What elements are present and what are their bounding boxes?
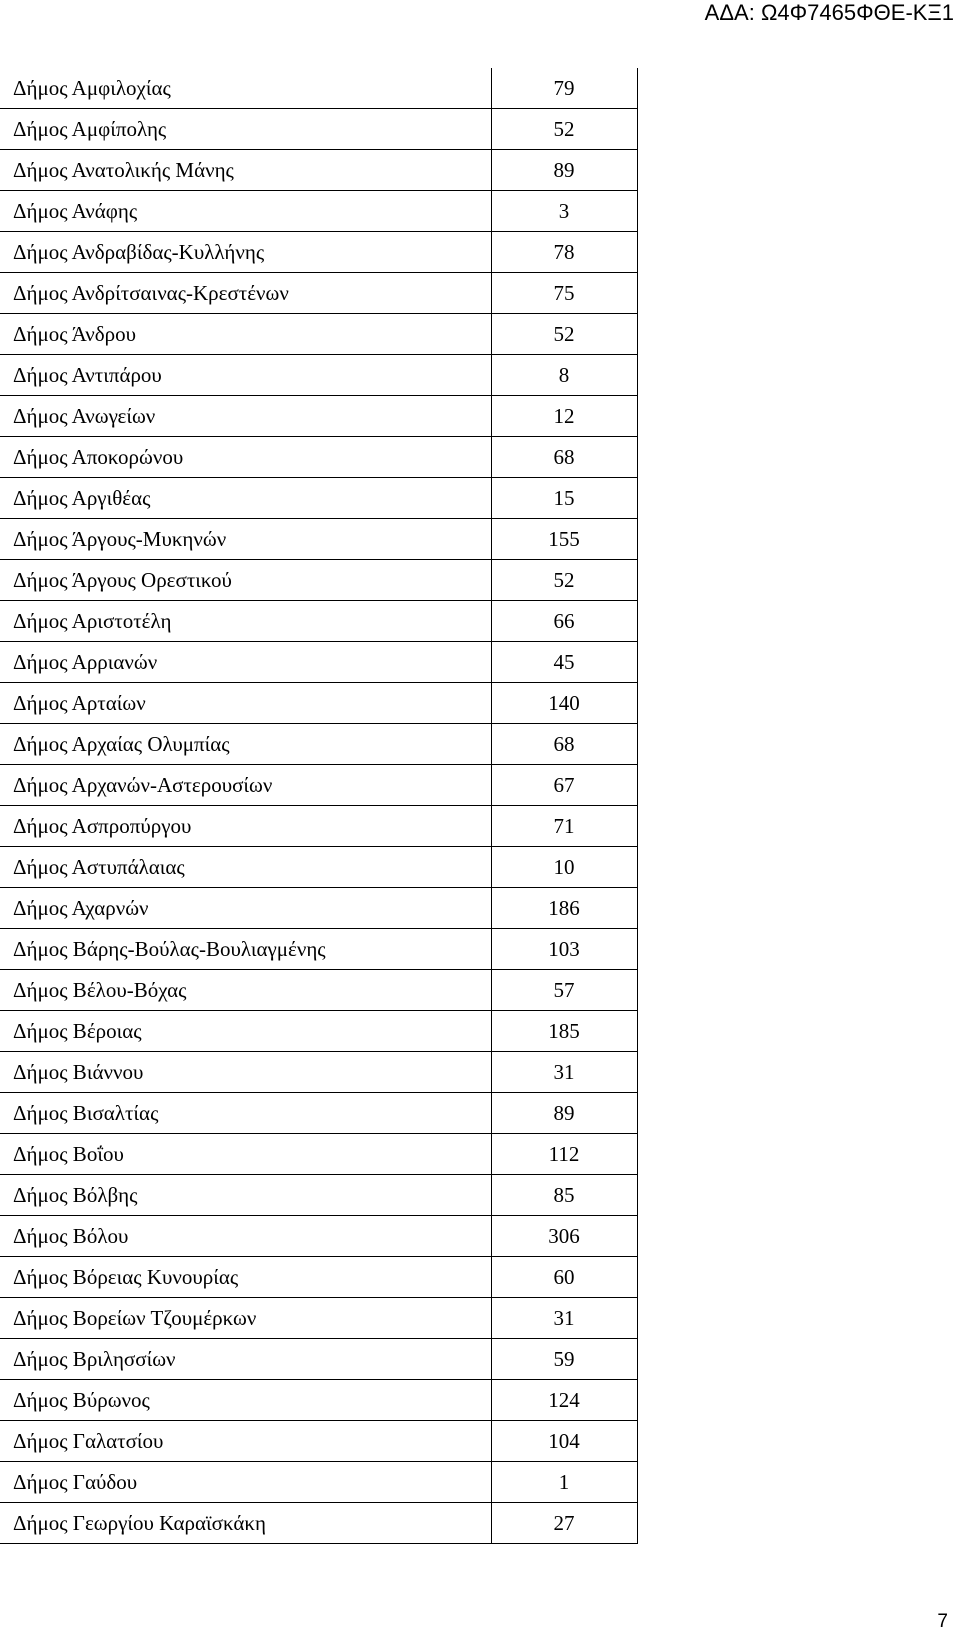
municipality-value-cell: 60 (491, 1256, 637, 1297)
municipality-value-cell: 89 (491, 1092, 637, 1133)
municipality-table-body (0, 68, 637, 1543)
table-row (0, 805, 637, 846)
municipality-name-cell: Δήμος Άργους-Μυκηνών (0, 518, 491, 559)
municipality-value-cell: 57 (491, 969, 637, 1010)
table-row (0, 1215, 637, 1256)
table-row (0, 190, 637, 231)
municipality-value-cell: 27 (491, 1502, 637, 1543)
municipality-value-cell: 45 (491, 641, 637, 682)
municipality-value-cell: 31 (491, 1051, 637, 1092)
table-row (0, 231, 637, 272)
municipality-value-cell: 124 (491, 1379, 637, 1420)
municipality-value-cell: 155 (491, 518, 637, 559)
table-row (0, 723, 637, 764)
municipality-value-cell: 89 (491, 149, 637, 190)
municipality-value-cell: 140 (491, 682, 637, 723)
municipality-name-cell: Δήμος Βύρωνος (0, 1379, 491, 1420)
municipality-value-cell: 68 (491, 723, 637, 764)
table-row (0, 272, 637, 313)
table-row (0, 1174, 637, 1215)
table-row (0, 395, 637, 436)
municipality-value-cell: 78 (491, 231, 637, 272)
table-row (0, 108, 637, 149)
municipality-name-cell: Δήμος Γεωργίου Καραϊσκάκη (0, 1502, 491, 1543)
municipality-name-cell: Δήμος Βόρειας Κυνουρίας (0, 1256, 491, 1297)
table-row (0, 1051, 637, 1092)
municipality-value-cell: 59 (491, 1338, 637, 1379)
table-row (0, 682, 637, 723)
municipality-value-cell: 112 (491, 1133, 637, 1174)
table-row (0, 477, 637, 518)
municipality-value-cell: 52 (491, 313, 637, 354)
municipality-name-cell: Δήμος Αρριανών (0, 641, 491, 682)
municipality-value-cell: 3 (491, 190, 637, 231)
municipality-name-cell: Δήμος Αμφιλοχίας (0, 68, 491, 108)
municipality-value-cell: 12 (491, 395, 637, 436)
municipality-name-cell: Δήμος Αρχαίας Ολυμπίας (0, 723, 491, 764)
table-row (0, 149, 637, 190)
ada-code-header: ΑΔΑ: Ω4Φ7465ΦΘΕ-ΚΞ1 (704, 0, 954, 25)
municipality-value-cell: 103 (491, 928, 637, 969)
municipality-value-cell: 8 (491, 354, 637, 395)
municipality-name-cell: Δήμος Βορείων Τζουμέρκων (0, 1297, 491, 1338)
municipality-name-cell: Δήμος Ανάφης (0, 190, 491, 231)
table-row (0, 1379, 637, 1420)
table-row (0, 969, 637, 1010)
table-row (0, 1092, 637, 1133)
municipality-name-cell: Δήμος Ανδρίτσαινας-Κρεστένων (0, 272, 491, 313)
municipality-name-cell: Δήμος Αργιθέας (0, 477, 491, 518)
table-row (0, 518, 637, 559)
municipality-name-cell: Δήμος Γαύδου (0, 1461, 491, 1502)
municipality-name-cell: Δήμος Βέλου-Βόχας (0, 969, 491, 1010)
municipality-name-cell: Δήμος Αντιπάρου (0, 354, 491, 395)
table-row (0, 887, 637, 928)
municipality-value-cell: 10 (491, 846, 637, 887)
municipality-table (0, 68, 638, 1544)
municipality-name-cell: Δήμος Ασπροπύργου (0, 805, 491, 846)
municipality-name-cell: Δήμος Αμφίπολης (0, 108, 491, 149)
municipality-name-cell: Δήμος Βάρης-Βούλας-Βουλιαγμένης (0, 928, 491, 969)
municipality-name-cell: Δήμος Ανατολικής Μάνης (0, 149, 491, 190)
municipality-value-cell: 85 (491, 1174, 637, 1215)
municipality-value-cell: 52 (491, 108, 637, 149)
table-row (0, 764, 637, 805)
table-row (0, 436, 637, 477)
municipality-name-cell: Δήμος Ανδραβίδας-Κυλλήνης (0, 231, 491, 272)
table-row (0, 313, 637, 354)
table-row (0, 354, 637, 395)
municipality-name-cell: Δήμος Αστυπάλαιας (0, 846, 491, 887)
municipality-value-cell: 104 (491, 1420, 637, 1461)
municipality-name-cell: Δήμος Βόλου (0, 1215, 491, 1256)
municipality-value-cell: 75 (491, 272, 637, 313)
municipality-name-cell: Δήμος Άργους Ορεστικού (0, 559, 491, 600)
municipality-name-cell: Δήμος Γαλατσίου (0, 1420, 491, 1461)
municipality-name-cell: Δήμος Βιάννου (0, 1051, 491, 1092)
table-row (0, 1256, 637, 1297)
municipality-name-cell: Δήμος Βοΐου (0, 1133, 491, 1174)
table-row (0, 68, 637, 108)
municipality-value-cell: 71 (491, 805, 637, 846)
municipality-name-cell: Δήμος Άνδρου (0, 313, 491, 354)
table-row (0, 641, 637, 682)
municipality-value-cell: 1 (491, 1461, 637, 1502)
table-row (0, 1010, 637, 1051)
municipality-name-cell: Δήμος Αχαρνών (0, 887, 491, 928)
table-row (0, 1461, 637, 1502)
table-row (0, 928, 637, 969)
municipality-name-cell: Δήμος Αρχανών-Αστερουσίων (0, 764, 491, 805)
municipality-value-cell: 79 (491, 68, 637, 108)
municipality-value-cell: 306 (491, 1215, 637, 1256)
table-row (0, 1338, 637, 1379)
table-row (0, 1502, 637, 1543)
table-row (0, 1133, 637, 1174)
municipality-value-cell: 52 (491, 559, 637, 600)
municipality-value-cell: 67 (491, 764, 637, 805)
table-row (0, 1420, 637, 1461)
municipality-name-cell: Δήμος Βριλησσίων (0, 1338, 491, 1379)
table-row (0, 600, 637, 641)
municipality-name-cell: Δήμος Βέροιας (0, 1010, 491, 1051)
municipality-name-cell: Δήμος Βόλβης (0, 1174, 491, 1215)
table-row (0, 1297, 637, 1338)
page-number: 7 (937, 1611, 948, 1632)
municipality-name-cell: Δήμος Αρταίων (0, 682, 491, 723)
municipality-value-cell: 31 (491, 1297, 637, 1338)
municipality-value-cell: 15 (491, 477, 637, 518)
municipality-name-cell: Δήμος Βισαλτίας (0, 1092, 491, 1133)
municipality-value-cell: 186 (491, 887, 637, 928)
municipality-value-cell: 185 (491, 1010, 637, 1051)
municipality-name-cell: Δήμος Αποκορώνου (0, 436, 491, 477)
table-row (0, 846, 637, 887)
municipality-value-cell: 66 (491, 600, 637, 641)
municipality-name-cell: Δήμος Ανωγείων (0, 395, 491, 436)
table-row (0, 559, 637, 600)
municipality-value-cell: 68 (491, 436, 637, 477)
municipality-name-cell: Δήμος Αριστοτέλη (0, 600, 491, 641)
